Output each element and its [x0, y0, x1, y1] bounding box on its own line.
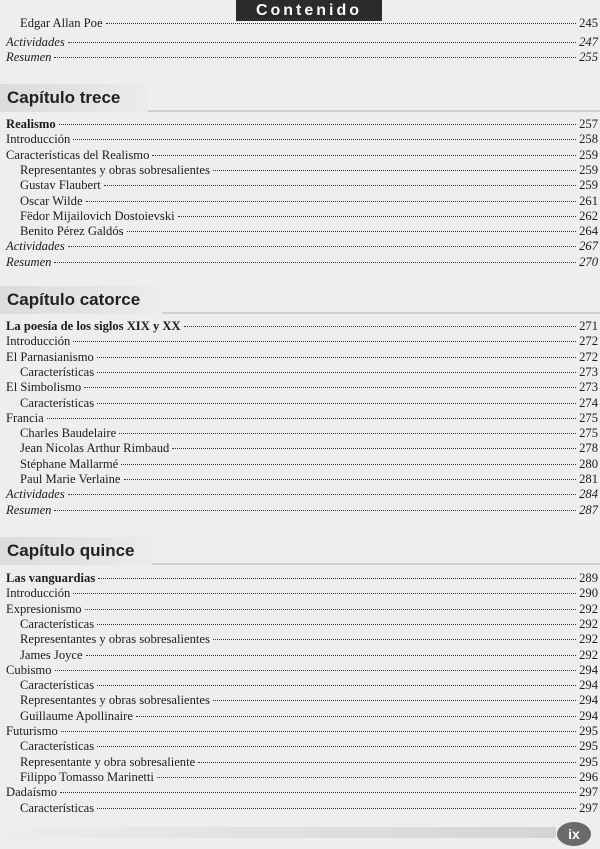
entry-title: Resumen	[6, 50, 52, 64]
dot-leader	[55, 670, 577, 671]
entry-page: 273	[579, 365, 598, 379]
toc-entry	[20, 441, 598, 456]
entry-title: Realismo	[6, 117, 56, 131]
entry-title: Edgar Allan Poe	[20, 16, 103, 30]
entry-page: 295	[579, 724, 598, 738]
entry-title: Representantes y obras sobresalientes	[20, 693, 210, 707]
entry-page: 278	[579, 441, 598, 455]
entry-page: 295	[579, 739, 598, 753]
entry-title: Charles Baudelaire	[20, 426, 117, 440]
entry-title: Representante y obra sobresaliente	[20, 755, 196, 769]
dot-leader	[97, 685, 576, 686]
entry-page: 292	[579, 602, 598, 616]
toc-entry	[20, 709, 598, 724]
entry-title: Resumen	[6, 503, 52, 517]
entry-page: 272	[579, 334, 598, 348]
dot-leader	[119, 433, 576, 434]
entry-title: Jean Nicolas Arthur Rimbaud	[20, 441, 170, 455]
chapter-heading: Capítulo quince	[0, 537, 152, 565]
entry-page: 296	[579, 770, 598, 784]
entry-page: 270	[579, 255, 598, 269]
entry-title: James Joyce	[20, 648, 83, 662]
dot-leader	[68, 42, 576, 43]
entry-title: Introducción	[6, 334, 71, 348]
entry-page: 259	[579, 178, 598, 192]
toc-entry	[20, 16, 598, 31]
dot-leader	[47, 418, 576, 419]
dot-leader	[104, 185, 576, 186]
dot-leader	[213, 639, 576, 640]
entry-page: 292	[579, 617, 598, 631]
dot-leader	[157, 777, 576, 778]
entry-page: 255	[579, 50, 598, 64]
dot-leader	[127, 231, 577, 232]
entry-title: Actividades	[6, 35, 65, 49]
entry-page: 262	[579, 209, 598, 223]
entry-title: Introducción	[6, 586, 71, 600]
entry-title: Expresionismo	[6, 602, 82, 616]
toc-entry	[6, 255, 598, 270]
dot-leader	[86, 201, 577, 202]
entry-title: Características del Realismo	[6, 148, 150, 162]
toc-entry	[20, 678, 598, 693]
entry-title: Cubismo	[6, 663, 52, 677]
toc-entry	[6, 571, 598, 586]
entry-title: Benito Pérez Galdós	[20, 224, 124, 238]
toc-entry	[6, 35, 598, 50]
entry-title: Futurismo	[6, 724, 58, 738]
entry-page: 275	[579, 411, 598, 425]
dot-leader	[198, 762, 576, 763]
dot-leader	[68, 494, 576, 495]
dot-leader	[97, 624, 576, 625]
dot-leader	[98, 578, 576, 579]
dot-leader	[73, 593, 576, 594]
toc-entry	[20, 632, 598, 647]
toc-entry	[20, 209, 598, 224]
toc-entry	[6, 132, 598, 147]
dot-leader	[54, 57, 576, 58]
entry-title: Guillaume Apollinaire	[20, 709, 133, 723]
toc-entry	[6, 487, 598, 502]
entry-title: Fëdor Mijailovich Dostoievski	[20, 209, 175, 223]
entry-page: 294	[579, 663, 598, 677]
dot-leader	[152, 155, 576, 156]
toc-entry	[20, 426, 598, 441]
entry-page: 261	[579, 194, 598, 208]
toc-entry	[6, 380, 598, 395]
toc-entry	[20, 194, 598, 209]
entry-page: 294	[579, 709, 598, 723]
dot-leader	[213, 170, 576, 171]
entry-page: 247	[579, 35, 598, 49]
toc-entry	[20, 365, 598, 380]
dot-leader	[172, 448, 576, 449]
toc-entry	[6, 350, 598, 365]
toc-entry	[6, 148, 598, 163]
dot-leader	[68, 246, 576, 247]
dot-leader	[213, 700, 576, 701]
entry-title: Actividades	[6, 487, 65, 501]
dot-leader	[60, 792, 576, 793]
entry-title: Gustav Flaubert	[20, 178, 101, 192]
toc-entry	[6, 117, 598, 132]
entry-title: Stéphane Mallarmé	[20, 457, 119, 471]
entry-page: 257	[579, 117, 598, 131]
entry-page: 292	[579, 632, 598, 646]
entry-title: Representantes y obras sobresalientes	[20, 632, 210, 646]
toc-entry	[20, 770, 598, 785]
entry-title: Representantes y obras sobresalientes	[20, 163, 210, 177]
entry-title: Características	[20, 739, 95, 753]
toc-entry	[20, 178, 598, 193]
toc-entry	[6, 724, 598, 739]
toc-entry	[6, 586, 598, 601]
footer-bar	[0, 827, 556, 838]
entry-page: 280	[579, 457, 598, 471]
entry-page: 292	[579, 648, 598, 662]
page-number-badge: ix	[557, 822, 591, 846]
entry-page: 294	[579, 678, 598, 692]
toc-entry	[20, 224, 598, 239]
entry-title: El Simbolismo	[6, 380, 82, 394]
dot-leader	[178, 216, 576, 217]
dot-leader	[73, 341, 576, 342]
entry-title: Características	[20, 617, 95, 631]
toc-entry	[20, 396, 598, 411]
toc-entry	[20, 472, 598, 487]
entry-page: 274	[579, 396, 598, 410]
dot-leader	[97, 403, 576, 404]
dot-leader	[97, 372, 576, 373]
dot-leader	[184, 326, 577, 327]
entry-title: Actividades	[6, 239, 65, 253]
dot-leader	[97, 357, 576, 358]
entry-page: 267	[579, 239, 598, 253]
dot-leader	[73, 139, 576, 140]
toc-entry	[20, 693, 598, 708]
entry-page: 273	[579, 380, 598, 394]
entry-title: Oscar Wilde	[20, 194, 83, 208]
dot-leader	[124, 479, 577, 480]
dot-leader	[85, 609, 577, 610]
entry-title: Introducción	[6, 132, 71, 146]
entry-page: 297	[579, 801, 598, 815]
contents-banner: Contenido	[236, 0, 382, 21]
dot-leader	[84, 387, 576, 388]
toc-entry	[6, 319, 598, 334]
entry-title: Características	[20, 396, 95, 410]
entry-page: 264	[579, 224, 598, 238]
entry-title: Dadaísmo	[6, 785, 58, 799]
dot-leader	[106, 23, 577, 24]
entry-page: 284	[579, 487, 598, 501]
toc-entry	[20, 801, 598, 816]
dot-leader	[97, 808, 576, 809]
toc-entry	[6, 50, 598, 65]
entry-page: 290	[579, 586, 598, 600]
toc-entry	[6, 785, 598, 800]
entry-title: Paul Marie Verlaine	[20, 472, 121, 486]
toc-entry	[20, 457, 598, 472]
entry-title: Características	[20, 801, 95, 815]
entry-page: 245	[579, 16, 598, 30]
entry-title: Resumen	[6, 255, 52, 269]
dot-leader	[59, 124, 576, 125]
entry-page: 275	[579, 426, 598, 440]
entry-title: Filippo Tomasso Marinetti	[20, 770, 154, 784]
entry-page: 294	[579, 693, 598, 707]
entry-page: 287	[579, 503, 598, 517]
toc-entry	[6, 663, 598, 678]
entry-page: 295	[579, 755, 598, 769]
entry-page: 258	[579, 132, 598, 146]
entry-title: Francia	[6, 411, 44, 425]
toc-entry	[20, 648, 598, 663]
entry-page: 281	[579, 472, 598, 486]
dot-leader	[61, 731, 576, 732]
toc-entry	[6, 239, 598, 254]
entry-page: 297	[579, 785, 598, 799]
toc-entry	[6, 602, 598, 617]
entry-page: 259	[579, 148, 598, 162]
toc-entry	[6, 334, 598, 349]
entry-page: 272	[579, 350, 598, 364]
toc-entry	[20, 163, 598, 178]
entry-title: Las vanguardias	[6, 571, 96, 585]
entry-title: La poesía de los siglos XIX y XX	[6, 319, 181, 333]
toc-entry	[20, 617, 598, 632]
entry-title: Características	[20, 678, 95, 692]
entry-page: 271	[579, 319, 598, 333]
dot-leader	[54, 510, 576, 511]
entry-title: El Parnasianismo	[6, 350, 94, 364]
toc-entry	[20, 755, 598, 770]
toc-entry	[6, 411, 598, 426]
dot-leader	[86, 655, 577, 656]
chapter-heading: Capítulo trece	[0, 84, 148, 112]
dot-leader	[136, 716, 576, 717]
toc-entry	[6, 503, 598, 518]
dot-leader	[97, 746, 576, 747]
chapter-heading: Capítulo catorce	[0, 286, 162, 314]
dot-leader	[54, 262, 576, 263]
toc-entry	[20, 739, 598, 754]
entry-title: Características	[20, 365, 95, 379]
entry-page: 259	[579, 163, 598, 177]
entry-page: 289	[579, 571, 598, 585]
dot-leader	[121, 464, 576, 465]
